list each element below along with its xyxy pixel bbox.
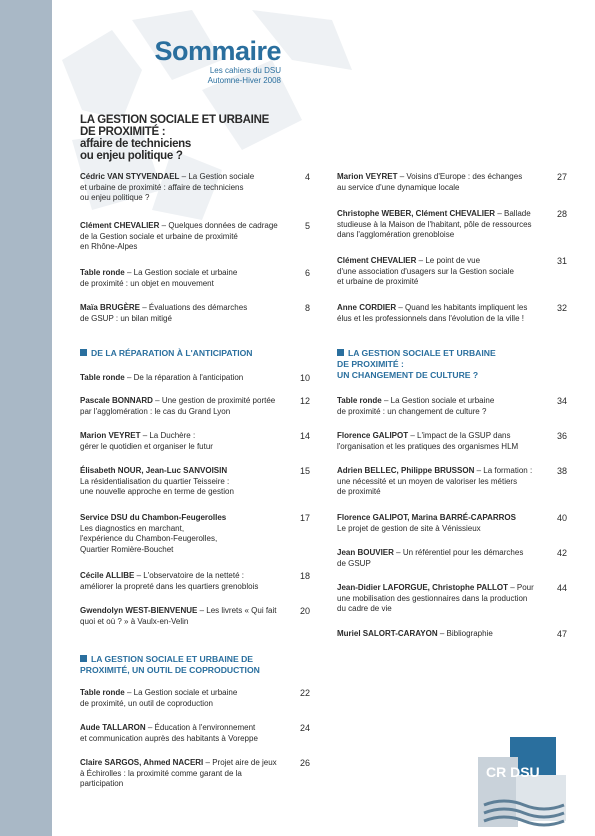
toc-entry[interactable] [337,396,567,417]
entry-text: – Quand les habitants impliquent les [398,303,528,312]
page-number: 18 [299,571,310,581]
entry-line [337,594,537,605]
page-number: 44 [556,583,567,593]
entry-text: de proximité : un objet en mouvement [80,278,214,288]
toc-entry[interactable] [337,303,567,324]
toc-entry[interactable] [337,548,567,569]
entry-text: de GSUP : un bilan mitigé [80,313,172,323]
page-number: 6 [304,268,310,278]
entry-author: Clément CHEVALIER [80,221,160,230]
toc-entry[interactable] [80,221,310,253]
entry-text: – Projet aire de jeux [205,758,277,767]
entry-text: quoi et où ? » à Vaulx-en-Velin [80,616,189,626]
intro-heading-line: affaire de techniciens [80,138,192,150]
entry-line [80,303,280,314]
entry-line [80,268,280,279]
entry-author: Christophe WEBER, Clément CHEVALIER [337,209,496,218]
entry-line [337,303,537,314]
logo-text: CR DSU [486,764,540,780]
entry-text: – Évaluations des démarches [142,303,248,312]
entry-line [337,604,537,615]
toc-entry[interactable] [337,172,567,193]
toc-entry[interactable] [337,209,567,241]
entry-text: l'expérience du Chambon-Feugerolles, [80,534,218,544]
entry-text: l'organisation et les pratiques des organismes HLM [337,441,519,451]
entry-text: de la Gestion sociale et urbaine de proximité [80,231,238,241]
entry-text: élus et les professionnels dans l'évolution de la ville ! [337,313,524,323]
entry-line [337,477,537,488]
entry-line [80,571,280,582]
entry-author: Adrien BELLEC, Philippe BRUSSON [337,466,475,475]
entry-author: Florence GALIPOT [337,431,409,440]
entry-line [337,583,537,594]
entry-line [337,407,537,418]
entry-text: – La Gestion sociale et urbaine [126,268,238,277]
entry-text: et urbaine de proximité : affaire de techniciens [80,182,244,192]
toc-entry[interactable] [337,466,567,498]
entry-text: de proximité : un changement de culture ? [337,406,487,416]
toc-entry[interactable] [337,629,567,640]
page-number: 14 [299,431,310,441]
entry-line [337,230,537,241]
toc-entry[interactable] [80,466,310,498]
page-number: 24 [299,723,310,733]
entry-text: en Rhône-Alpes [80,242,138,252]
entry-text: – L'impact de la GSUP dans [410,431,511,440]
entry-line [80,221,280,232]
intro-heading-line: LA GESTION SOCIALE ET URBAINE [80,114,269,126]
entry-line [80,545,280,556]
entry-text: dans l'agglomération grenobloise [337,230,455,240]
entry-line [337,524,537,535]
entry-line [337,314,537,325]
entry-line [80,232,280,243]
entry-text: Les diagnostics en marchant, [80,523,185,533]
page-number: 42 [556,548,567,558]
entry-line [337,442,537,453]
toc-entry[interactable] [80,758,310,790]
page-title: Sommaire [154,36,281,66]
section-square-icon [80,655,87,662]
toc-entry[interactable] [80,373,310,384]
entry-author: Cécile ALLIBE [80,571,135,580]
entry-text: La résidentialisation du quartier Teisseire : [80,476,230,486]
entry-text: – La Gestion sociale [181,172,255,181]
entry-line [337,172,537,183]
page-number: 28 [556,209,567,219]
entry-text: – Une gestion de proximité portée [155,396,276,405]
entry-line [337,183,537,194]
page-number: 32 [556,303,567,313]
entry-line [80,407,280,418]
entry-line [80,487,280,498]
toc-entry[interactable] [337,256,567,288]
entry-text: gérer le quotidien et organiser le futur [80,441,213,451]
entry-text: de proximité, un outil de coproduction [80,698,213,708]
entry-line [80,279,280,290]
entry-text: – Bibliographie [439,629,493,638]
toc-entry[interactable] [80,571,310,592]
entry-text: Le projet de gestion de site à Vénissieux [337,523,481,533]
crdsu-logo [470,735,580,830]
entry-author: Table ronde [337,396,382,405]
entry-text: d'une association d'usagers sur la Gestion sociale [337,266,514,276]
section-title-line: LA GESTION SOCIALE ET URBAINE DE [91,654,254,664]
entry-text: – Quelques données de cadrage [161,221,278,230]
toc-entry[interactable] [80,268,310,289]
entry-text: – Pour [510,583,534,592]
section-square-icon [80,349,87,356]
section-title-line: UN CHANGEMENT DE CULTURE ? [337,370,479,380]
entry-line [80,769,280,780]
entry-line [80,314,280,325]
entry-line [80,779,280,790]
entry-text: par l'agglomération : le cas du Grand Lyon [80,406,231,416]
entry-author: Marion VEYRET [80,431,141,440]
page-number: 15 [299,466,310,476]
entry-line [337,431,537,442]
entry-line [80,734,280,745]
entry-author: Cédric VAN STYVENDAEL [80,172,180,181]
toc-entry[interactable] [337,513,567,534]
entry-line [80,534,280,545]
entry-line [337,256,537,267]
page-number: 47 [556,629,567,639]
entry-author: Muriel SALORT-CARAYON [337,629,438,638]
entry-line [337,396,537,407]
entry-author: Marion VEYRET [337,172,398,181]
section-title-line: DE LA RÉPARATION À L'ANTICIPATION [91,348,253,358]
entry-text: ou enjeu politique ? [80,193,150,203]
entry-line [80,477,280,488]
entry-line [80,524,280,535]
entry-author: Pascale BONNARD [80,396,153,405]
entry-author: Clément CHEVALIER [337,256,417,265]
entry-line [337,466,537,477]
entry-line [80,431,280,442]
entry-text: – Les livrets « Qui fait [199,606,277,615]
entry-author: Jean-Didier LAFORGUE, Christophe PALLOT [337,583,508,592]
entry-author: Table ronde [80,268,125,277]
intro-heading-line: ou enjeu politique ? [80,150,183,162]
right-column [337,0,567,836]
entry-text: et communication auprès des habitants à Voreppe [80,733,258,743]
entry-text: – De la réparation à l'anticipation [126,373,244,382]
entry-text: – La Gestion sociale et urbaine [126,688,238,697]
entry-line [80,723,280,734]
entry-text: au service d'une dynamique locale [337,182,460,192]
toc-entry[interactable] [80,172,310,204]
section-heading [80,654,310,676]
entry-text: de proximité [337,487,381,497]
publication-name: Les cahiers du DSU [209,66,281,75]
entry-author: Service DSU du Chambon-Feugerolles [80,513,227,522]
entry-line [80,373,280,384]
page-number: 10 [299,373,310,383]
entry-line [80,758,280,769]
toc-entry[interactable] [337,583,567,615]
entry-author: Maïa BRUGÈRE [80,303,141,312]
toc-entry[interactable] [80,723,310,744]
section-title-line: DE PROXIMITÉ : [337,359,404,369]
page-number: 34 [556,396,567,406]
entry-line [337,209,537,220]
entry-line [80,699,280,710]
section-square-icon [337,349,344,356]
section-title-line: LA GESTION SOCIALE ET URBAINE [348,348,496,358]
entry-text: – La formation : [476,466,533,475]
page-number: 12 [299,396,310,406]
entry-line [337,513,537,524]
entry-text: à Échirolles : la proximité comme garant de la [80,768,242,778]
entry-text: améliorer la propreté dans les quartiers grenoblois [80,581,259,591]
entry-text: – Éducation à l'environnement [147,723,256,732]
entry-author: Table ronde [80,373,125,382]
entry-line [80,396,280,407]
publication-season: Automne-Hiver 2008 [207,76,281,85]
entry-line [80,172,280,183]
section-heading [337,348,567,381]
entry-text: – Le point de vue [418,256,481,265]
entry-text: studieuse à la Maison de l'habitant, pôle de ressources [337,219,532,229]
entry-author: Élisabeth NOUR, Jean-Luc SANVOISIN [80,466,228,475]
intro-heading-line: DE PROXIMITÉ : [80,126,166,138]
page-number: 31 [556,256,567,266]
entry-line [80,442,280,453]
entry-text: une mobilisation des gestionnaires dans la production [337,593,528,603]
toc-entry[interactable] [80,513,310,555]
entry-author: Florence GALIPOT, Marina BARRÉ-CAPARROS [337,513,516,522]
page-number: 20 [299,606,310,616]
entry-author: Gwendolyn WEST-BIENVENUE [80,606,198,615]
entry-line [80,688,280,699]
entry-text: – Voisins d'Europe : des échanges [399,172,523,181]
page-number: 26 [299,758,310,768]
entry-author: Table ronde [80,688,125,697]
entry-text: – La Gestion sociale et urbaine [383,396,495,405]
left-color-band [0,0,52,836]
entry-line [80,617,280,628]
entry-text: – L'observatoire de la netteté : [136,571,244,580]
entry-line [80,183,280,194]
section-title-line: PROXIMITÉ, UN OUTIL DE COPRODUCTION [80,665,260,675]
entry-line [337,548,537,559]
entry-text: une nécessité et un moyen de valoriser les métiers [337,476,518,486]
entry-text: une nouvelle approche en terme de gestion [80,487,234,497]
section-heading [80,348,310,359]
page-number: 8 [304,303,310,313]
page-number: 4 [304,172,310,182]
entry-line [80,193,280,204]
entry-text: – La Duchère : [142,431,196,440]
entry-author: Aude TALLARON [80,723,146,732]
page-number: 22 [299,688,310,698]
entry-text: Quartier Romière-Bouchet [80,544,174,554]
entry-text: – Un référentiel pour les démarches [396,548,524,557]
toc-entry[interactable] [337,431,567,452]
entry-author: Claire SARGOS, Ahmed NACERI [80,758,204,767]
entry-line [337,559,537,570]
page-number: 27 [556,172,567,182]
entry-line [80,513,280,524]
toc-entry[interactable] [80,303,310,324]
entry-author: Anne CORDIER [337,303,397,312]
page-number: 38 [556,466,567,476]
entry-text: – Ballade [497,209,531,218]
toc-entry[interactable] [80,606,310,627]
toc-entry[interactable] [80,431,310,452]
entry-text: et urbaine de proximité [337,277,419,287]
entry-line [337,220,537,231]
page-number: 17 [299,513,310,523]
entry-line [337,487,537,498]
left-column [80,0,310,836]
entry-author: Jean BOUVIER [337,548,394,557]
entry-line [80,606,280,617]
toc-entry[interactable] [80,688,310,709]
entry-text: de GSUP [337,558,371,568]
page-number: 36 [556,431,567,441]
entry-line [80,242,280,253]
entry-text: du cadre de vie [337,604,392,614]
entry-text: participation [80,779,124,789]
entry-line [337,277,537,288]
entry-line [80,582,280,593]
page-number: 5 [304,221,310,231]
entry-line [337,629,537,640]
entry-line [80,466,280,477]
toc-entry[interactable] [80,396,310,417]
entry-line [337,267,537,278]
page-number: 40 [556,513,567,523]
